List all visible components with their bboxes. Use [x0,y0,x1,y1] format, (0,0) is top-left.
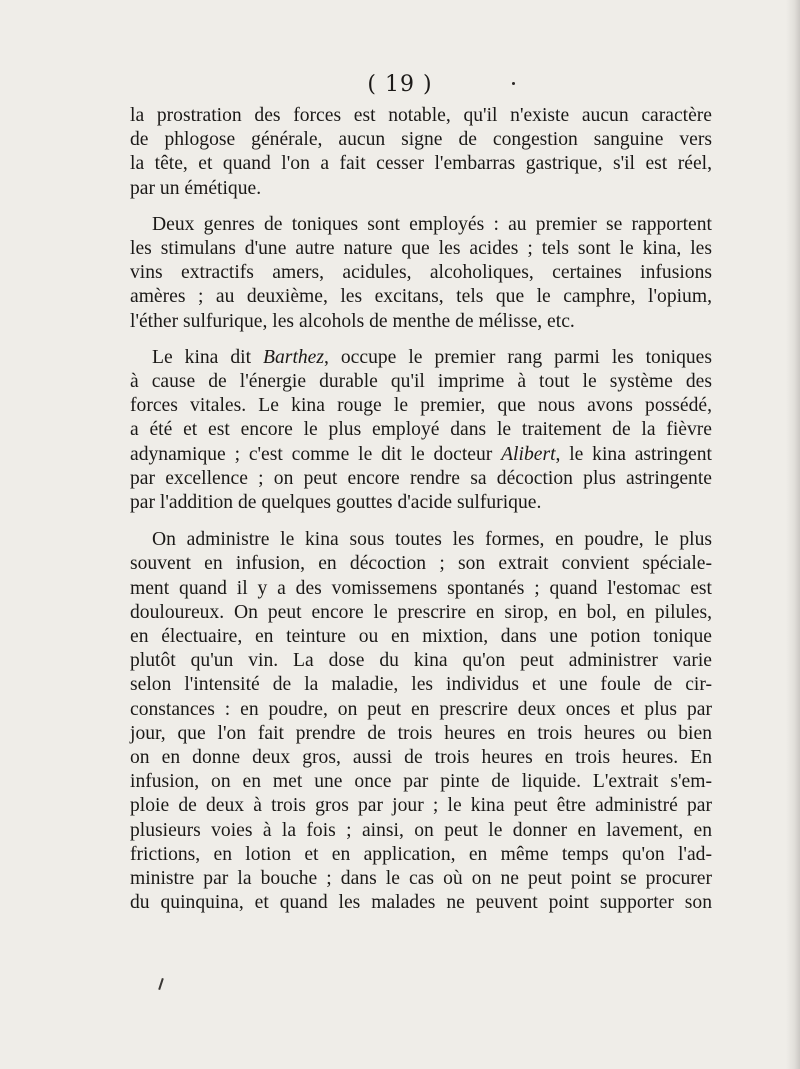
body-text [130,104,712,916]
text-line: ministre par la bouche ; dans le cas où on ne peut point se procurer [130,868,712,890]
page-edge-shadow [786,0,800,1069]
text-line: On administre le kina sous toutes les formes, en poudre, le plus [152,529,712,551]
page-number: ( 19 ) [367,72,433,97]
text-line: forces vitales. Le kina rouge le premier, que nous avons possédé, [130,395,712,417]
text-line: selon l'intensité de la maladie, les individus et une foule de cir- [130,674,712,696]
text-line: frictions, en lotion et en application, en même temps qu'on l'ad- [130,843,712,865]
paragraph-2 [130,213,712,334]
paragraph-1 [130,104,712,201]
text-line: les stimulans d'une autre nature que les acides ; tels sont le kina, les [130,238,712,260]
text-line: du quinquina, et quand les malades ne peuvent point supporter son [130,892,712,914]
text-line: jour, que l'on fait prendre de trois heures en trois heures ou bien [130,722,712,744]
text-line: amères ; au deuxième, les excitans, tels que le camphre, l'opium, [130,286,712,308]
text-segment: adynamique ; c'est comme le dit le docteur [130,443,502,465]
author-name-alibert: Alibert [501,443,556,465]
text-segment: , occupe le premier rang parmi les toniques [324,346,713,368]
paragraph-4 [130,528,712,915]
ink-stroke-mark [158,978,164,990]
text-line: à cause de l'énergie durable qu'il imprime à tout le système des [130,371,712,393]
text-line: l'éther sulfurique, les alcohols de menthe de mélisse, etc. [130,310,575,332]
text-line: plusieurs voies à la fois ; ainsi, on peut le donner en lavement, en [130,819,712,841]
text-line: de phlogose générale, aucun signe de congestion sanguine vers [130,129,712,151]
text-segment: Le kina dit [152,346,264,368]
text-line: on en donne deux gros, aussi de trois heures en trois heures. En [130,747,712,769]
text-line [130,346,712,370]
text-segment: , le kina astringent [555,443,712,465]
text-line: constances : en poudre, on peut en prescrire deux onces et plus par [130,698,712,720]
text-line: souvent en infusion, en décoction ; son extrait convient spéciale- [130,553,712,575]
text-line: par un émétique. [130,177,262,199]
text-line: la prostration des forces est notable, qu'il n'existe aucun caractère [130,105,712,126]
text-line: a été et est encore le plus employé dans le traitement de la fièvre [130,419,712,441]
text-line: infusion, on en met une once par pinte de liquide. L'extrait s'em- [130,771,712,793]
text-line: la tête, et quand l'on a fait cesser l'embarras gastrique, s'il est réel, [130,153,712,175]
author-name-barthez: Barthez [263,346,324,368]
text-line: Deux genres de toniques sont employés : au premier se rapportent [152,213,712,235]
text-line: ment quand il y a des vomissemens spontanés ; quand l'estomac est [130,577,712,599]
paragraph-3 [130,346,712,515]
text-line: douloureux. On peut encore le prescrire en sirop, en bol, en pilules, [130,601,712,623]
text-line: en électuaire, en teinture ou en mixtion, dans une potion tonique [130,626,712,648]
text-line: ploie de deux à trois gros par jour ; le kina peut être administré par [130,795,712,817]
text-line: par l'addition de quelques gouttes d'acide sulfurique. [130,492,542,514]
text-line: par excellence ; on peut encore rendre sa décoction plus astringente [130,467,712,489]
text-line: vins extractifs amers, acidules, alcoholiques, certaines infusions [130,262,712,284]
text-line: plutôt qu'un vin. La dose du kina qu'on peut administrer varie [130,650,712,672]
text-line [130,443,712,467]
